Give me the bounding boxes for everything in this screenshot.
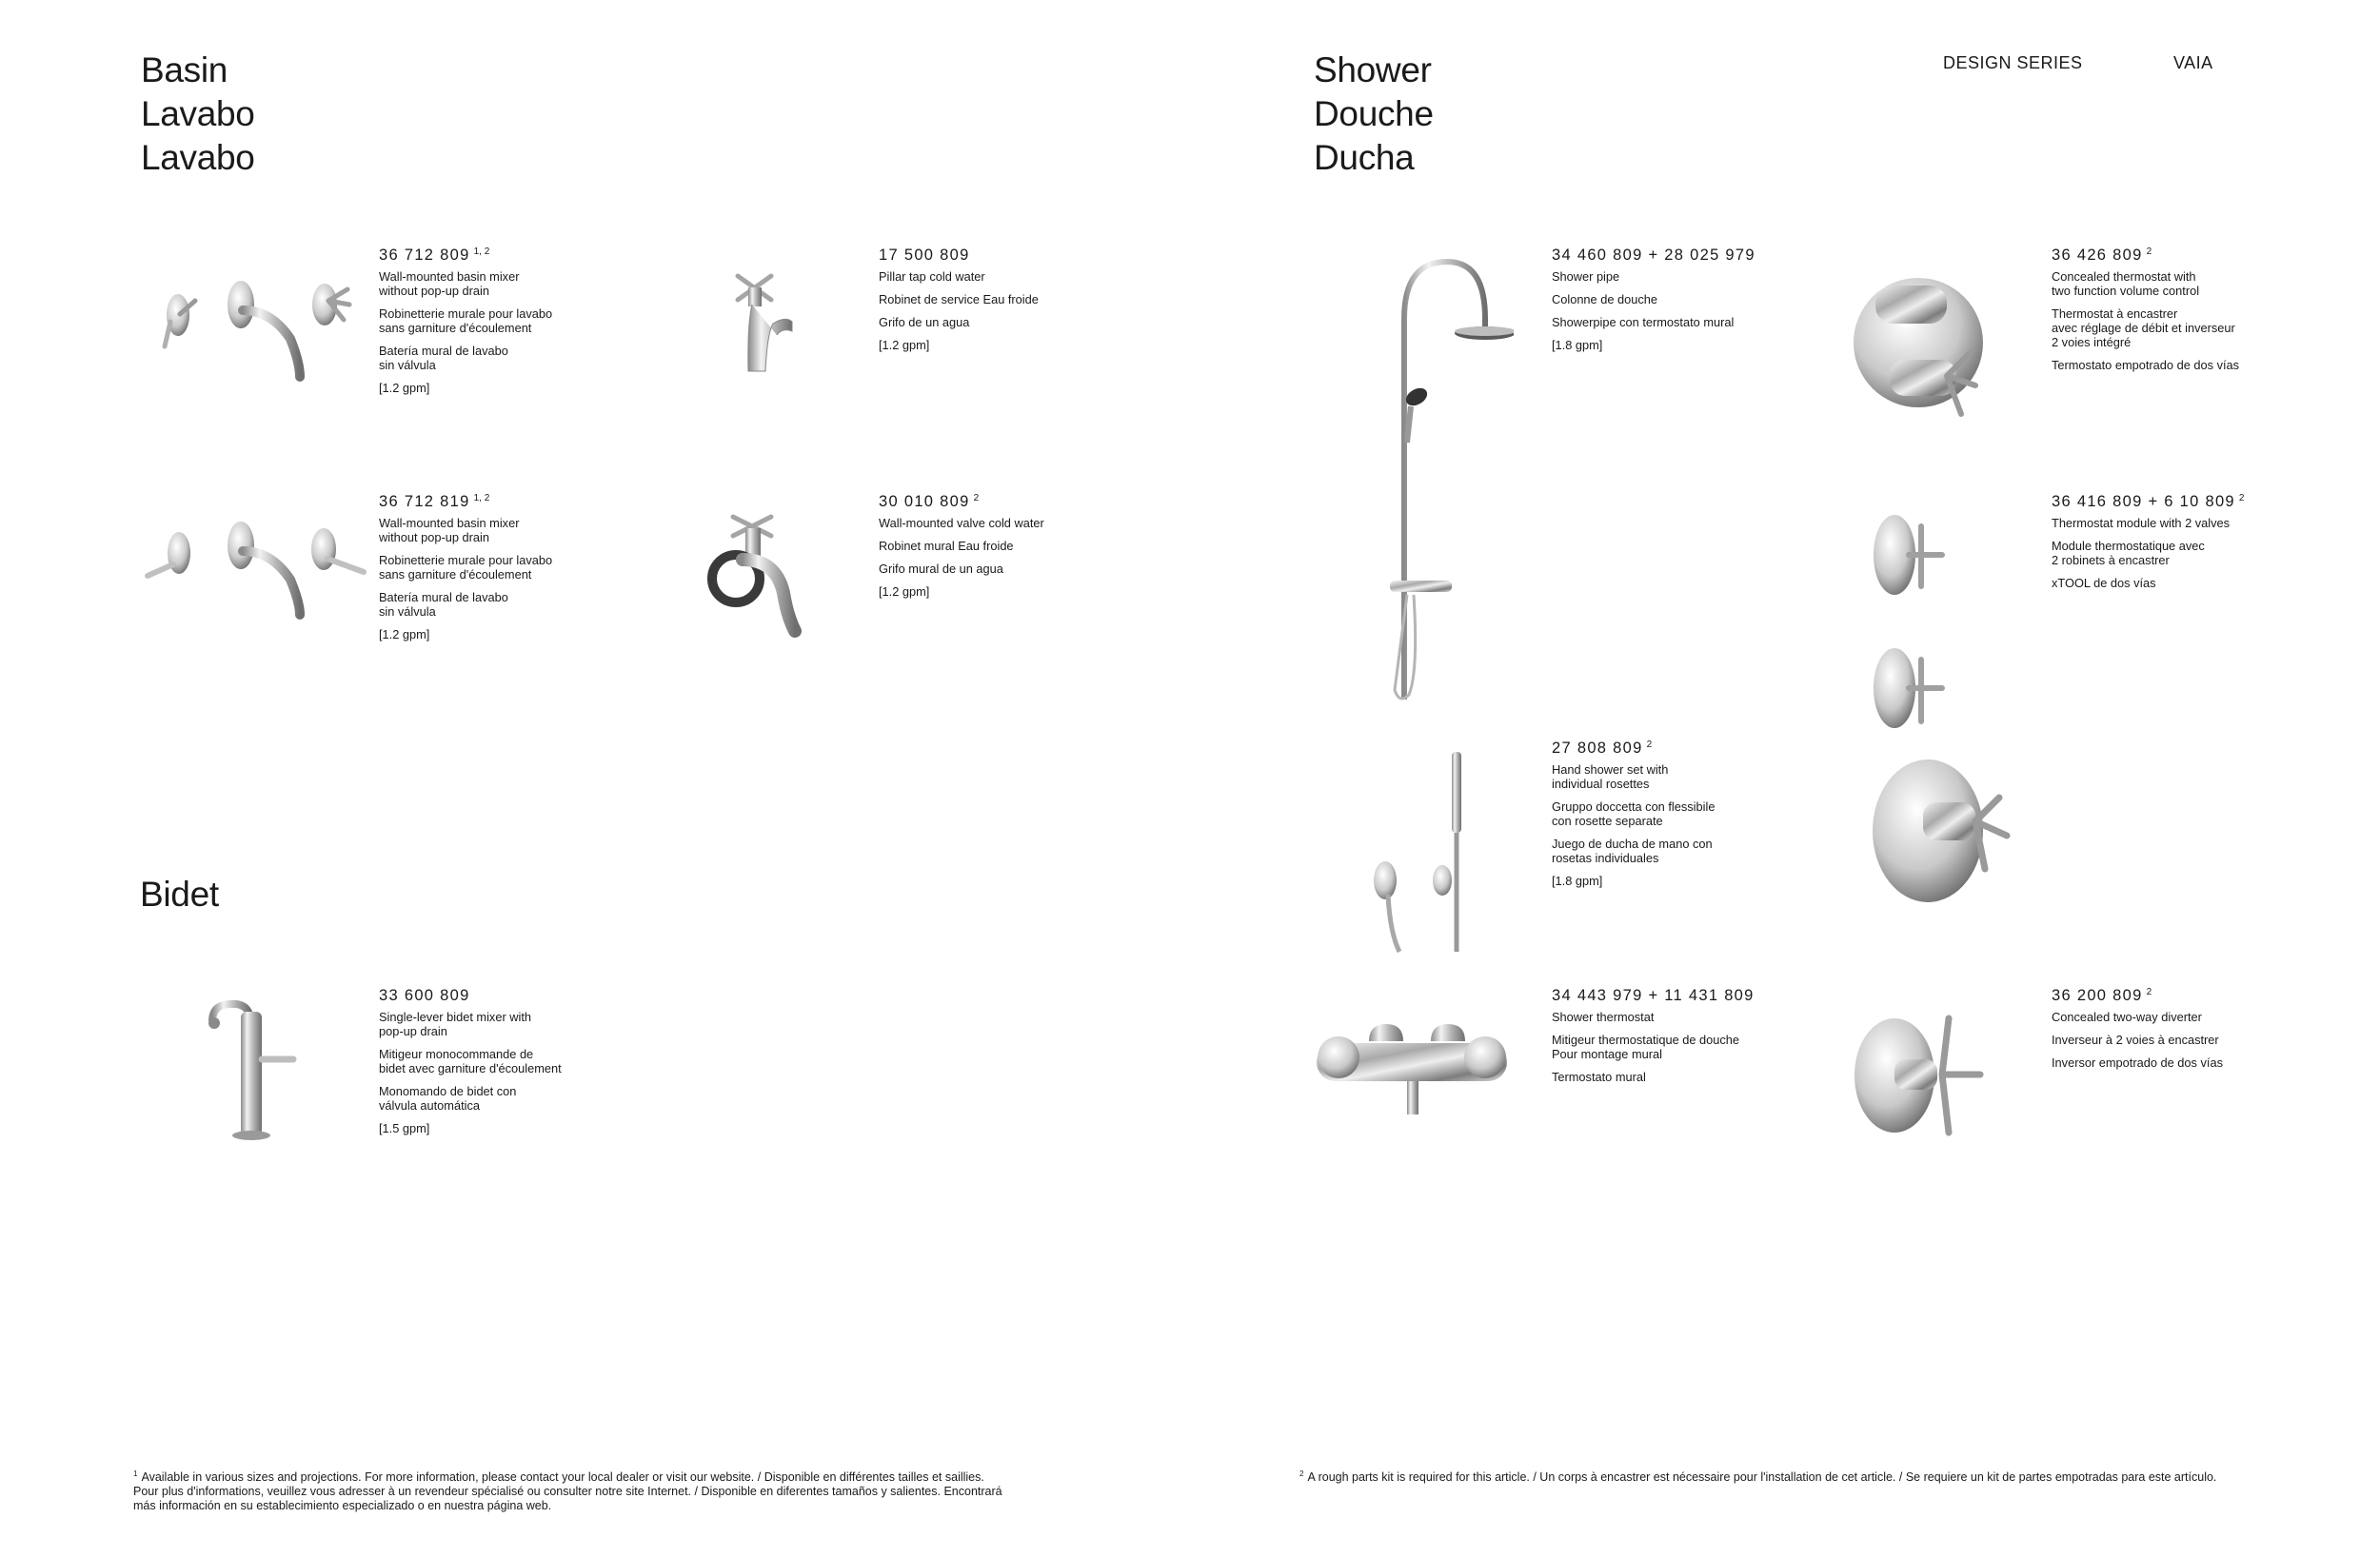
description-en: Wall-mounted basin mixer without pop-up drain <box>379 516 520 544</box>
description-en: Hand shower set with individual rosettes <box>1552 762 1669 791</box>
series-name: VAIA <box>2173 53 2213 72</box>
description-fr: Inverseur à 2 voies à encastrer <box>2052 1033 2219 1047</box>
product-number: 34 460 809 + 28 025 979 <box>1552 247 1755 264</box>
product-33600809 <box>379 986 664 1144</box>
description-fr: Robinetterie murale pour lavabo sans garniture d'écoulement <box>379 553 553 582</box>
flow-rate: [1.5 gpm] <box>379 1121 430 1135</box>
product-36712819 <box>379 492 664 650</box>
product-17500809 <box>879 246 1164 361</box>
description-en: Wall-mounted basin mixer without pop-up drain <box>379 269 520 298</box>
description-es: Grifo mural de un agua <box>879 562 1003 576</box>
product-36712809 <box>379 246 664 404</box>
product-36200809 <box>2052 986 2337 1078</box>
flow-rate: [1.2 gpm] <box>879 584 930 599</box>
pillar-tap-image <box>724 266 800 376</box>
description-es: Juego de ducha de mano con rosetas individuales <box>1552 837 1713 865</box>
product-number: 36 712 819 $^{1, 2}$ <box>379 493 490 510</box>
product-36416809 <box>2052 492 2337 599</box>
product-number: 33 600 809 <box>379 987 470 1004</box>
description-es: Termostato empotrado de dos vías <box>2052 358 2240 372</box>
description-en: Wall-mounted valve cold water <box>879 516 1044 530</box>
bidet-mixer-image <box>203 993 307 1145</box>
description-en: Concealed thermostat with two function volume control <box>2052 269 2200 298</box>
description-en: Thermostat module with 2 valves <box>2052 516 2231 530</box>
shower-heading <box>1314 49 1434 180</box>
product-number: 36 426 809 $^2$ <box>2052 247 2152 264</box>
description-fr: Robinet mural Eau froide <box>879 539 1014 553</box>
wall-valve-image <box>700 507 814 641</box>
basin-heading <box>141 49 255 180</box>
description-es: xTOOL de dos vías <box>2052 576 2156 590</box>
description-en: Single-lever bidet mixer with pop-up drain <box>379 1010 532 1038</box>
product-34460809 <box>1552 246 1837 361</box>
shower-pipe-image <box>1361 252 1514 704</box>
description-es: Termostato mural <box>1552 1070 1646 1084</box>
description-fr: Mitigeur monocommande de bidet avec garniture d'écoulement <box>379 1047 562 1075</box>
description-es: Monomando de bidet con válvula automática <box>379 1084 517 1113</box>
description-fr: Thermostat à encastrer avec réglage de débit et inverseur 2 voies intégré <box>2052 306 2235 349</box>
basin-heading-en: Basin <box>141 50 228 89</box>
flow-rate: [1.8 gpm] <box>1552 338 1603 352</box>
description-en: Shower pipe <box>1552 269 1620 284</box>
description-es: Showerpipe con termostato mural <box>1552 315 1735 329</box>
basin-heading-es: Lavabo <box>141 138 255 177</box>
product-30010809 <box>879 492 1164 607</box>
description-es: Inversor empotrado de dos vías <box>2052 1055 2223 1070</box>
description-en: Shower thermostat <box>1552 1010 1655 1024</box>
product-36426809 <box>2052 246 2337 381</box>
footnote-1: $^1$ Available in various sizes and projections. For more information, please contact your local dealer or visit our website. / Disponible en différentes tailles et saillies. Pour plus d'informations, veuillez vous adresser à un revendeur spécialisé ou consulter notre site Internet. / Disponible en diferentes tamaños y salientes. Encontrará más información en su establecimiento especializado o en nuestra página web. <box>133 1469 1002 1512</box>
thermostat-module-image <box>1866 512 2033 912</box>
product-number: 30 010 809 $^2$ <box>879 493 980 510</box>
description-es: Grifo de un agua <box>879 315 970 329</box>
flow-rate: [1.8 gpm] <box>1552 874 1603 888</box>
description-es: Batería mural de lavabo sin válvula <box>379 344 508 372</box>
product-27808809 <box>1552 739 1837 897</box>
description-es: Batería mural de lavabo sin válvula <box>379 590 508 619</box>
product-number: 36 200 809 $^2$ <box>2052 987 2152 1004</box>
shower-thermostat-image <box>1312 1015 1512 1119</box>
wall-basin-mixer-image <box>157 272 376 386</box>
product-34443979 <box>1552 986 1837 1093</box>
flow-rate: [1.2 gpm] <box>379 381 430 395</box>
wall-basin-mixer-lever-image <box>143 517 371 621</box>
description-en: Concealed two-way diverter <box>2052 1010 2202 1024</box>
shower-heading-en: Shower <box>1314 50 1432 89</box>
product-number: 36 416 809 + 6 10 809 $^2$ <box>2052 493 2245 510</box>
two-way-diverter-image <box>1852 1014 1985 1137</box>
shower-heading-fr: Douche <box>1314 94 1434 133</box>
product-number: 27 808 809 $^2$ <box>1552 740 1653 757</box>
shower-heading-es: Ducha <box>1314 138 1415 177</box>
description-en: Pillar tap cold water <box>879 269 985 284</box>
description-fr: Gruppo doccetta con flessibile con rosette separate <box>1552 799 1716 828</box>
description-fr: Mitigeur thermostatique de douche Pour montage mural <box>1552 1033 1740 1061</box>
hand-shower-set-image <box>1361 752 1476 956</box>
description-fr: Robinet de service Eau froide <box>879 292 1039 306</box>
design-series-label: DESIGN SERIES <box>1943 53 2083 72</box>
footnote-2: $^2$ A rough parts kit is required for this article. / Un corps à encastrer est nécessaire pour l'installation de cet article. / Se requiere un kit de partes empotradas para este artículo. <box>1299 1469 2217 1484</box>
product-number: 17 500 809 <box>879 247 970 264</box>
flow-rate: [1.2 gpm] <box>879 338 930 352</box>
description-fr: Colonne de douche <box>1552 292 1657 306</box>
bidet-heading-label: Bidet <box>140 875 219 914</box>
product-number: 34 443 979 + 11 431 809 <box>1552 987 1755 1004</box>
concealed-thermostat-image <box>1852 257 1985 428</box>
bidet-heading <box>140 873 219 917</box>
description-fr: Robinetterie murale pour lavabo sans garniture d'écoulement <box>379 306 553 335</box>
product-number: 36 712 809 $^{1, 2}$ <box>379 247 490 264</box>
basin-heading-fr: Lavabo <box>141 94 255 133</box>
description-fr: Module thermostatique avec 2 robinets à encastrer <box>2052 539 2205 567</box>
flow-rate: [1.2 gpm] <box>379 627 430 641</box>
